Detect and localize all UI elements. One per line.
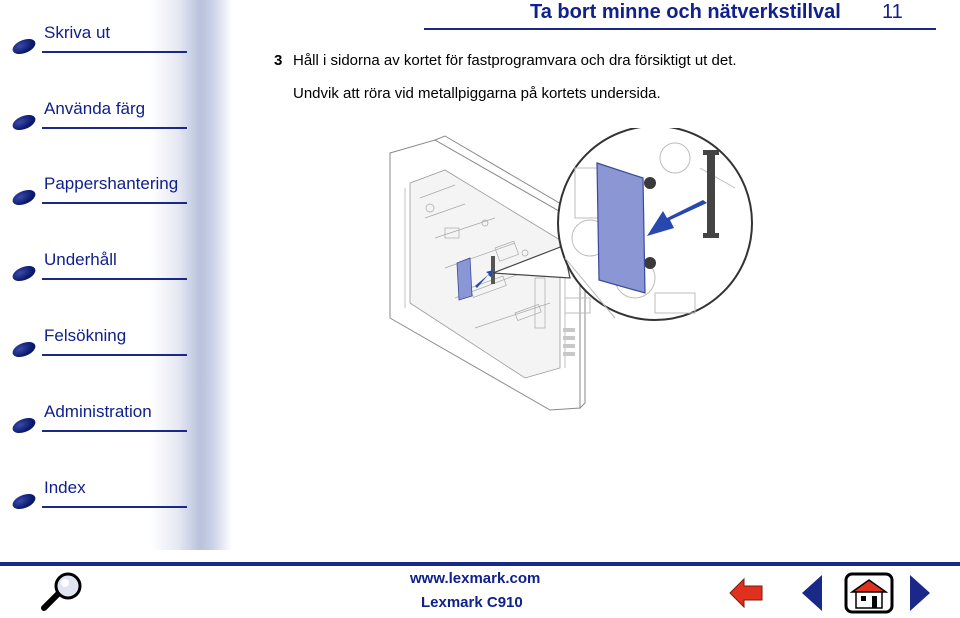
home-icon[interactable]: [844, 572, 894, 614]
nav-bullet-icon: [10, 187, 37, 208]
sidebar-item-index[interactable]: [12, 478, 187, 518]
nav-underline: [42, 127, 187, 129]
sidebar-item-label: Felsökning: [44, 326, 127, 345]
nav-underline: [42, 506, 187, 508]
footer-model: Lexmark C910: [421, 594, 523, 611]
nav-bullet-icon: [10, 491, 37, 512]
sidebar-item-underhall[interactable]: [12, 250, 187, 290]
sidebar-item-label: Administration: [44, 402, 152, 421]
nav-underline: [42, 202, 187, 204]
nav-bullet-icon: [10, 263, 37, 284]
sidebar-item-label: Index: [44, 478, 86, 497]
sidebar-item-felsokning[interactable]: [12, 326, 187, 366]
footer-url[interactable]: www.lexmark.com: [410, 570, 541, 587]
note-text: Undvik att röra vid metallpiggarna på kortets undersida.: [293, 85, 661, 102]
step-number: 3: [274, 52, 283, 69]
previous-page-icon[interactable]: [798, 572, 826, 614]
next-page-icon[interactable]: [906, 572, 934, 614]
nav-underline: [42, 278, 187, 280]
sidebar-item-skriva-ut[interactable]: [12, 23, 187, 63]
header-rule: [424, 28, 936, 30]
nav-bullet-icon: [10, 415, 37, 436]
search-icon[interactable]: [38, 572, 86, 614]
back-arrow-icon[interactable]: [728, 576, 764, 610]
sidebar-item-anvanda-farg[interactable]: [12, 99, 187, 139]
nav-underline: [42, 354, 187, 356]
sidebar: [0, 0, 232, 550]
nav-bullet-icon: [10, 339, 37, 360]
step-text: Håll i sidorna av kortet för fastprogramvara och dra försiktigt ut det.: [293, 52, 737, 69]
sidebar-item-label: Skriva ut: [44, 23, 111, 42]
sidebar-item-label: Pappershantering: [44, 174, 179, 193]
printer-board-illustration: [385, 128, 760, 413]
page-number: 11: [882, 1, 903, 23]
sidebar-item-label: Underhåll: [44, 250, 117, 269]
sidebar-item-label: Använda färg: [44, 99, 146, 118]
nav-bullet-icon: [10, 112, 37, 133]
nav-underline: [42, 430, 187, 432]
page-title: Ta bort minne och nätverkstillval: [530, 1, 841, 23]
sidebar-item-pappershantering[interactable]: [12, 174, 187, 214]
nav-underline: [42, 51, 187, 53]
nav-bullet-icon: [10, 36, 37, 57]
sidebar-item-administration[interactable]: [12, 402, 187, 442]
